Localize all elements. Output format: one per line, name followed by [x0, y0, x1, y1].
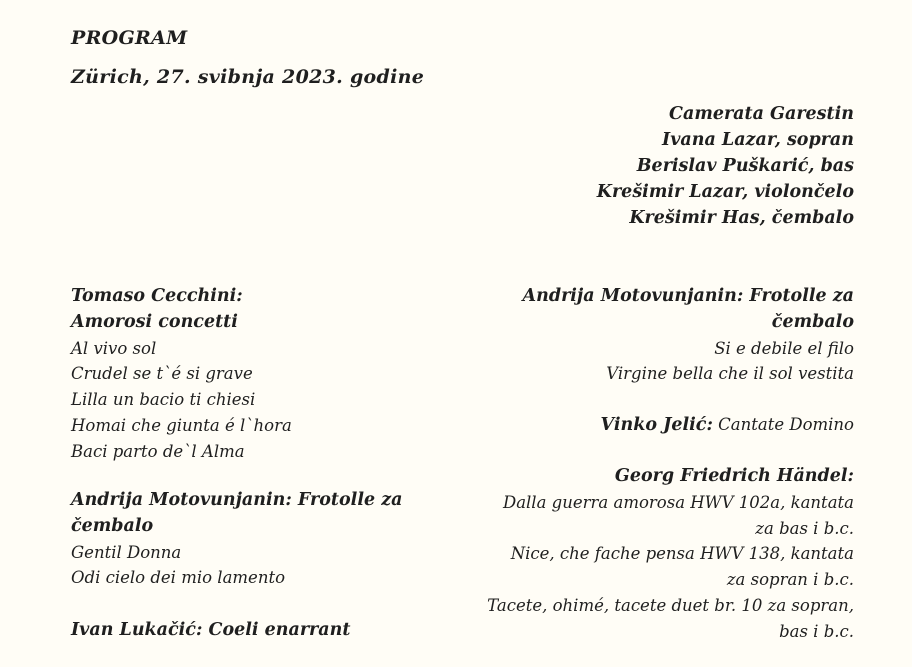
work-item: bas i b.c.: [779, 621, 854, 641]
left-block-motovunjanin: [71, 488, 451, 591]
right-block-motovunjanin: [454, 284, 854, 387]
work-item: Lilla un bacio ti chiesi: [71, 390, 256, 410]
work-title: Amorosi concetti: [71, 311, 238, 332]
composer-name: Andrija Motovunjanin: Frotolle za: [522, 286, 854, 306]
work-item: Odi cielo dei mio lamento: [71, 568, 286, 588]
performer: Krešimir Lazar, violončelo: [596, 182, 854, 202]
performers-list: [454, 101, 854, 231]
composer-name: Vinko Jelić:: [600, 415, 713, 435]
work-item: Nice, che fache pensa HWV 138, kantata: [510, 544, 854, 564]
composer-name: Andrija Motovunjanin: Frotolle za: [71, 490, 403, 510]
performer: Berislav Puškarić, bas: [636, 156, 854, 176]
work-item: Dalla guerra amorosa HWV 102a, kantata: [502, 492, 854, 512]
work-title: Cantate Domino: [712, 415, 854, 434]
work-item: Si e debile el filo: [714, 338, 854, 358]
performer: Ivana Lazar, sopran: [662, 130, 854, 150]
composer-name: Georg Friedrich Händel:: [614, 466, 854, 486]
page-title: PROGRAM: [71, 27, 188, 49]
place-date: Zürich, 27. svibnja 2023. godine: [71, 66, 425, 88]
work-item: Crudel se t`é si grave: [71, 364, 253, 384]
right-block-handel: [454, 464, 854, 645]
work-item: Virgine bella che il sol vestita: [606, 364, 854, 384]
work-item: Baci parto de`l Alma: [71, 441, 245, 461]
work-item: Homai che giunta é l`hora: [71, 415, 292, 435]
composer-name-cont: čembalo: [71, 515, 154, 536]
work-item: Al vivo sol: [71, 338, 157, 358]
left-block-cecchini: [71, 284, 451, 465]
performer: Camerata Garestin: [669, 104, 854, 124]
work-item: Gentil Donna: [71, 542, 182, 562]
left-block-lukacic: [71, 618, 451, 644]
work-item: Tacete, ohimé, tacete duet br. 10 za sopran,: [487, 595, 854, 615]
performer: Krešimir Has, čembalo: [629, 208, 854, 228]
right-block-jelic: [454, 412, 854, 439]
composer-name: Ivan Lukačić: Coeli enarrant: [71, 620, 351, 640]
work-item: za sopran i b.c.: [726, 570, 854, 590]
composer-name: Tomaso Cecchini:: [71, 286, 243, 306]
work-item: za bas i b.c.: [755, 518, 854, 538]
composer-name-cont: čembalo: [771, 311, 854, 332]
